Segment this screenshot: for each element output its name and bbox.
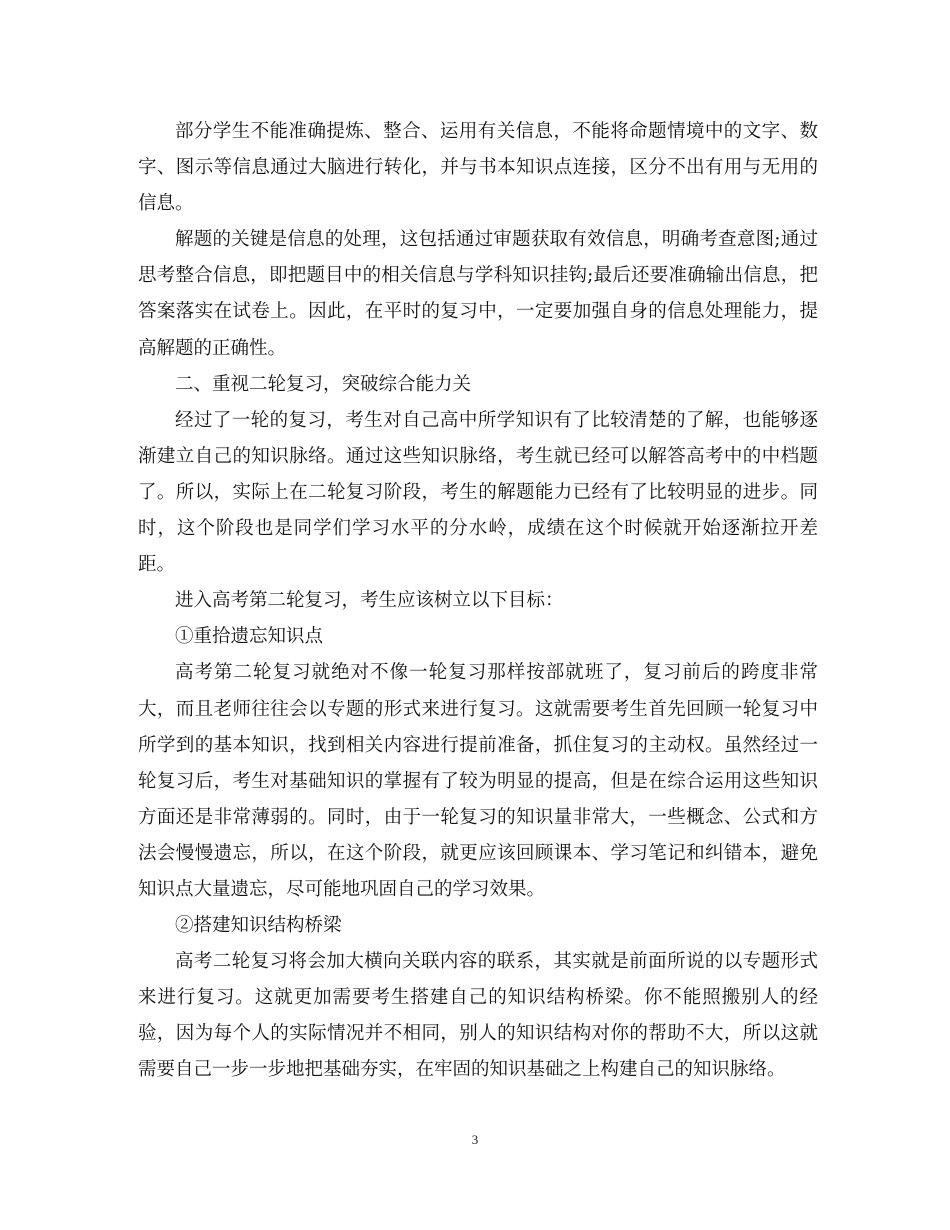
paragraph-problem-solving-key: 解题的关键是信息的处理，这包括通过审题获取有效信息，明确考查意图;通过思考整合信息，即把题目中的相关信息与学科知识挂钩;最后还要准确输出信息，把答案落实在试卷上。因此，在平时的复习中，一定要加强自身的信息处理能力，提高解题的正确性。 bbox=[138, 229, 818, 359]
paragraph-first-round-review: 经过了一轮的复习，考生对自己高中所学知识有了比较清楚的了解，也能够逐渐建立自己的知识脉络。通过这些知识脉络，考生就已经可以解答高考中的中档题了。所以，实际上在二轮复习阶段，考生的解题能力已经有了比较明显的进步。同时，这个阶段也是同学们学习水平的分水岭，成绩在这个时候就开始逐渐拉开差距。 bbox=[138, 409, 818, 576]
paragraph-goals-intro: 进入高考第二轮复习，考生应该树立以下目标： bbox=[175, 590, 564, 612]
document-body bbox=[138, 114, 818, 1089]
subheading-goal-1: ①重拾遗忘知识点 bbox=[175, 626, 324, 648]
page-number: 3 bbox=[471, 1132, 479, 1147]
paragraph-goal-1-body: 高考第二轮复习就绝对不像一轮复习那样按部就班了，复习前后的跨度非常大，而且老师往往会以专题的形式来进行复习。这就需要考生首先回顾一轮复习中所学到的基本知识，找到相关内容进行提前准备，抓住复习的主动权。虽然经过一轮复习后，考生对基础知识的掌握有了较为明显的提高，但是在综合运用这些知识方面还是非常薄弱的。同时，由于一轮复习的知识量非常大，一些概念、公式和方法会慢慢遗忘，所以，在这个阶段，就更应该回顾课本、学习笔记和纠错本，避免知识点大量遗忘，尽可能地巩固自己的学习效果。 bbox=[138, 662, 818, 900]
paragraph-goal-2-body: 高考二轮复习将会加大横向关联内容的联系，其实就是前面所说的以专题形式来进行复习。这就更加需要考生搭建自己的知识结构桥梁。你不能照搬别人的经验，因为每个人的实际情况并不相同，别人的知识结构对你的帮助不大，所以这就需要自己一步一步地把基础夯实，在牢固的知识基础之上构建自己的知识脉络。 bbox=[138, 951, 818, 1081]
paragraph-info-processing-issue: 部分学生不能准确提炼、整合、运用有关信息，不能将命题情境中的文字、数字、图示等信息通过大脑进行转化，并与书本知识点连接，区分不出有用与无用的信息。 bbox=[138, 121, 818, 215]
section-heading-second-round: 二、重视二轮复习，突破综合能力关 bbox=[175, 373, 472, 395]
subheading-goal-2: ②搭建知识结构桥梁 bbox=[175, 915, 342, 937]
